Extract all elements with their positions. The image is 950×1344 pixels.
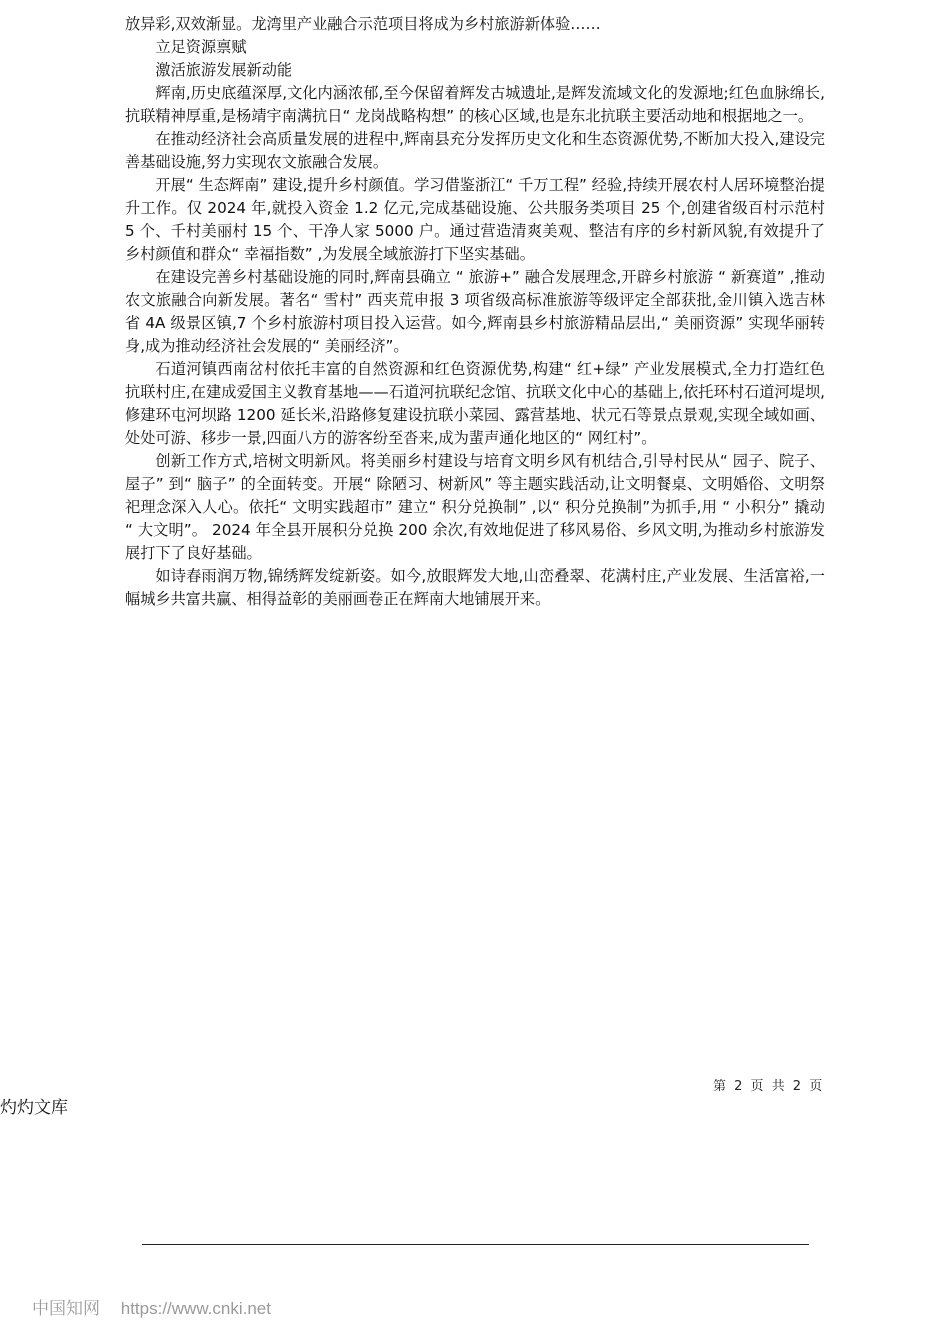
section-heading-line-1: 立足资源禀赋 [155, 38, 247, 56]
cnki-footer [32, 1294, 271, 1319]
page-number: 第 2 页 共 2 页 [713, 1079, 824, 1094]
paragraph-development: 在推动经济社会高质量发展的进程中,辉南县充分发挥历史文化和生态资源优势,不断加大投入,建设完善基础设施,努力实现农文旅融合发展。 [125, 130, 825, 171]
paragraph-civilization: 创新工作方式,培树文明新风。将美丽乡村建设与培育文明乡风有机结合,引导村民从“ 园子、院子、屋子” 到“ 脑子” 的全面转变。开展“ 除陋习、树新风” 等主题实践活动,让文明餐桌、文明婚俗、文明祭祀理念深入人心。依托“ 文明实践超市” 建立“ 积分兑换制” ,以“ 积分兑换制”为抓手,用 “ 小积分” 撬动 “ 大文明”。 2024 年全县开展积分兑换 200 余次,有效地促进了移风易俗、乡风文明,为推动乡村旅游发展打下了良好基础。 [125, 452, 825, 562]
paragraph-history: 辉南,历史底蕴深厚,文化内涵浓郁,至今保留着辉发古城遗址,是辉发流域文化的发源地;红色血脉绵长,抗联精神厚重,是杨靖宇南满抗日“ 龙岗战略构想” 的核心区域,也是东北抗联主要活动地和根据地之一。 [125, 84, 825, 125]
paragraph-tourism-plus: 在建设完善乡村基础设施的同时,辉南县确立 “ 旅游+” 融合发展理念,开辟乡村旅游 “ 新赛道” ,推动农文旅融合向新发展。著名“ 雪村” 西夹荒申报 3 项省级高标准旅游等级评定全部获批,金川镇入选吉林省 4A 级景区镇,7 个乡村旅游村项目投入运营。如今,辉南县乡村旅游精品层出,“ 美丽资源” 实现华丽转身,成为推动经济社会发展的“ 美丽经济”。 [125, 268, 825, 355]
paragraph-conclusion: 如诗春雨润万物,锦绣辉发绽新姿。如今,放眼辉发大地,山峦叠翠、花满村庄,产业发展、生活富裕,一幅城乡共富共赢、相得益彰的美丽画卷正在辉南大地铺展开来。 [125, 567, 825, 608]
paragraph-ecology: 开展“ 生态辉南” 建设,提升乡村颜值。学习借鉴浙江“ 千万工程” 经验,持续开展农村人居环境整治提升工作。仅 2024 年,就投入资金 1.2 亿元,完成基础设施、公共服务类项目 25 个,创建省级百村示范村 5 个、千村美丽村 15 个、干净人家 5000 户。通过营造清爽美观、整洁有序的乡村新风貌,有效提升了乡村颜值和群众“ 幸福指数” ,为发展全域旅游打下坚实基础。 [125, 176, 825, 263]
paragraph-red-green: 石道河镇西南岔村依托丰富的自然资源和红色资源优势,构建“ 红+绿” 产业发展模式,全力打造红色抗联村庄,在建成爱国主义教育基地——石道河抗联纪念馆、抗联文化中心的基础上,依托环村石道河堤坝,修建环屯河坝路 1200 延长米,沿路修复建设抗联小菜园、露营基地、状元石等景点景观,实现全域如画、处处可游、移步一景,四面八方的游客纷至沓来,成为蜚声通化地区的“ 网红村”。 [125, 360, 825, 447]
continuation-paragraph: 放异彩,双效渐显。龙湾里产业融合示范项目将成为乡村旅游新体验…… [125, 15, 601, 33]
section-heading-line-2: 激活旅游发展新动能 [155, 61, 293, 79]
footer-divider [142, 1244, 809, 1245]
article-body [125, 13, 825, 611]
watermark-label: 灼灼文库 [0, 1098, 68, 1118]
cnki-logo-text: 中国知网 [32, 1299, 100, 1318]
cnki-url-link[interactable]: https://www.cnki.net [120, 1299, 271, 1318]
